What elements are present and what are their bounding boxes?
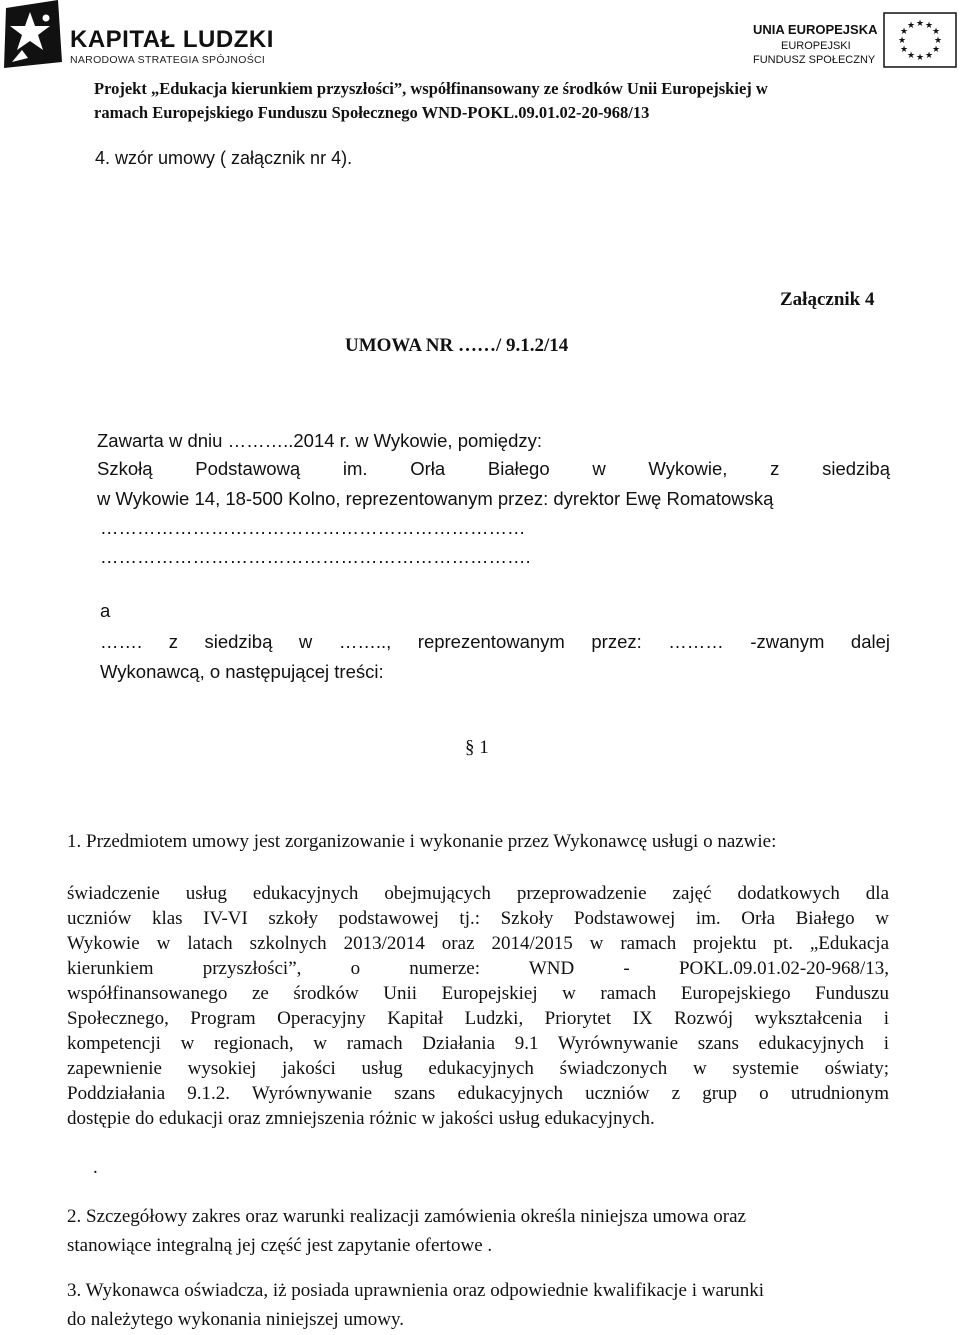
party1-line1: Szkołą Podstawową im. Orła Białego w Wykowie, z siedzibą bbox=[97, 458, 890, 479]
dots-line-1: …………………………………………………………… bbox=[100, 517, 526, 538]
paragraph-1-line: uczniów klas IV-VI szkoły podstawowej tj.: Szkoły Podstawowej im. Orła Białego w bbox=[67, 908, 889, 929]
concluded-date-line: Zawarta w dniu ………..2014 r. w Wykowie, pomiędzy: bbox=[97, 430, 543, 451]
project-header-line1: Projekt „Edukacja kierunkiem przyszłości”, współfinansowany ze środków Unii Europejskiej w bbox=[94, 79, 768, 98]
paragraph-1-intro: 1. Przedmiotem umowy jest zorganizowanie i wykonanie przez Wykonawcę usługi o nazwie: bbox=[67, 831, 777, 852]
party2-line1: ……. z siedzibą w …….., reprezentowanym przez: ……… -zwanym dalej bbox=[100, 631, 890, 652]
paragraph-3-line2: do należytego wykonania niniejszej umowy. bbox=[67, 1309, 404, 1330]
eu-flag-icon bbox=[883, 12, 957, 68]
dots-line-2: ……………………………………………………………. bbox=[100, 546, 531, 567]
party1-line2: w Wykowie 14, 18-500 Kolno, reprezentowanym przez: dyrektor Ewę Romatowską bbox=[97, 488, 774, 509]
svg-text:★: ★ bbox=[906, 51, 916, 61]
paragraph-1-body bbox=[67, 883, 889, 1133]
svg-text:★: ★ bbox=[897, 36, 907, 46]
svg-text:★: ★ bbox=[924, 51, 934, 61]
eu-logo-line3: FUNDUSZ SPOŁECZNY bbox=[753, 54, 876, 66]
kapital-ludzki-title: KAPITAŁ LUDZKI bbox=[70, 26, 274, 53]
paragraph-1-line: współfinansowanego ze środków Unii Europejskiej w ramach Europejskiego Funduszu bbox=[67, 983, 889, 1004]
conjunction-a: a bbox=[100, 600, 111, 621]
paragraph-1-line: kompetencji w regionach, w ramach Działania 9.1 Wyrównywanie szans edukacyjnych i bbox=[67, 1033, 889, 1054]
section-paragraph-1: § 1 bbox=[465, 737, 489, 758]
svg-text:★: ★ bbox=[899, 45, 909, 55]
paragraph-1-line: świadczenie usług edukacyjnych obejmujących przeprowadzenie zajęć dodatkowych dla bbox=[67, 883, 889, 904]
eu-logo-line1: UNIA EUROPEJSKA bbox=[753, 22, 878, 37]
svg-text:★: ★ bbox=[933, 36, 943, 46]
svg-text:★: ★ bbox=[906, 21, 916, 31]
eu-logo-line2: EUROPEJSKI bbox=[781, 40, 851, 52]
kapital-ludzki-logo bbox=[2, 0, 274, 70]
paragraph-1-line: kierunkiem przyszłości”, o numerze: WND - POKL.09.01.02-20-968/13, bbox=[67, 958, 889, 979]
paragraph-1-line: Poddziałania 9.1.2. Wyrównywanie szans edukacyjnych uczniów z grup o utrudnionym bbox=[67, 1083, 889, 1104]
paragraph-2-line1: 2. Szczegółowy zakres oraz warunki realizacji zamówienia określa niniejsza umowa oraz bbox=[67, 1206, 746, 1227]
stray-dot: . bbox=[93, 1157, 98, 1178]
svg-text:★: ★ bbox=[915, 19, 925, 29]
paragraph-1-line: zapewnienie wysokiej jakości usług edukacyjnych świadczonych w systemie oświaty; bbox=[67, 1058, 889, 1079]
eu-logo bbox=[745, 4, 957, 74]
svg-text:★: ★ bbox=[931, 27, 941, 37]
kapital-ludzki-subtitle: NARODOWA STRATEGIA SPÓJNOŚCI bbox=[70, 54, 266, 66]
item-4-text: 4. wzór umowy ( załącznik nr 4). bbox=[95, 148, 353, 168]
party2-line2: Wykonawcą, o następującej treści: bbox=[100, 661, 384, 682]
project-header-line2: ramach Europejskiego Funduszu Społecznego WND-POKL.09.01.02-20-968/13 bbox=[94, 103, 650, 122]
contract-title: UMOWA NR ……/ 9.1.2/14 bbox=[345, 335, 569, 356]
paragraph-1-line: dostępie do edukacji oraz zmniejszenia różnic w jakości usług edukacyjnych. bbox=[67, 1108, 655, 1129]
svg-text:★: ★ bbox=[931, 45, 941, 55]
svg-text:★: ★ bbox=[899, 27, 909, 37]
paragraph-1-line: Wykowie w latach szkolnych 2013/2014 oraz 2014/2015 w ramach projektu pt. „Edukacja bbox=[67, 933, 889, 954]
kapital-ludzki-emblem-icon bbox=[2, 0, 64, 70]
attachment-label: Załącznik 4 bbox=[780, 289, 875, 310]
svg-text:★: ★ bbox=[924, 21, 934, 31]
svg-text:★: ★ bbox=[915, 53, 925, 63]
paragraph-1-line: Społecznego, Program Operacyjny Kapitał Ludzki, Priorytet IX Rozwój wykształcenia i bbox=[67, 1008, 889, 1029]
paragraph-2-line2: stanowiące integralną jej część jest zapytanie ofertowe . bbox=[67, 1235, 493, 1256]
paragraph-3-line1: 3. Wykonawca oświadcza, iż posiada uprawnienia oraz odpowiednie kwalifikacje i warunki bbox=[67, 1280, 765, 1301]
